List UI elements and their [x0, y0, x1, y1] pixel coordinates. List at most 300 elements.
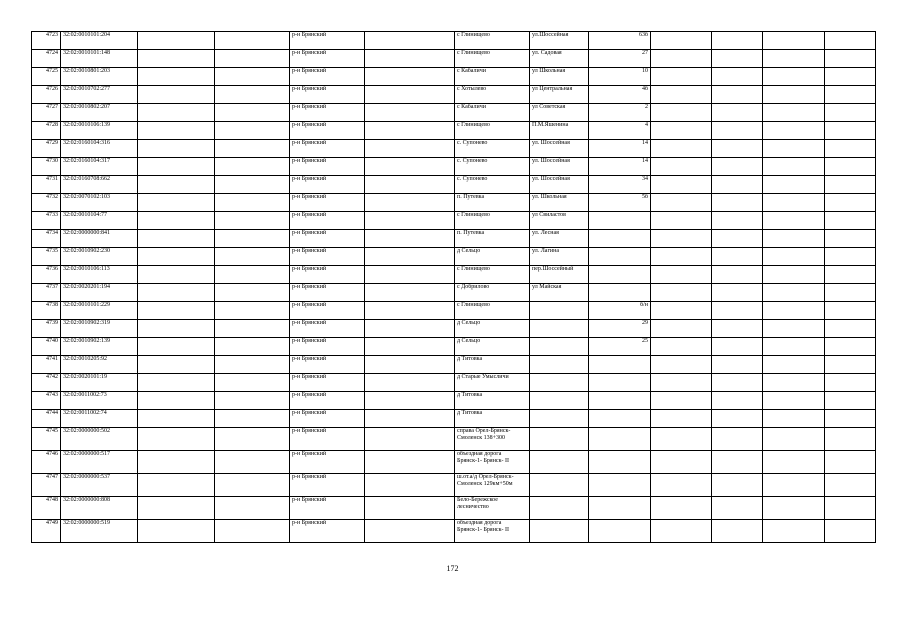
- district-cell: р-н Брянский: [290, 497, 365, 520]
- house-number-cell: 5б: [589, 194, 651, 212]
- empty-cell: [763, 176, 825, 194]
- table-row: [32, 212, 876, 230]
- empty-cell: [825, 230, 876, 248]
- street-cell: ул. Школьная: [530, 194, 589, 212]
- empty-cell: [712, 428, 763, 451]
- empty-cell: [138, 428, 215, 451]
- empty-cell: [712, 520, 763, 543]
- district-cell: р-н Брянский: [290, 140, 365, 158]
- table-row: [32, 428, 876, 451]
- house-number-cell: 27: [589, 50, 651, 68]
- empty-cell: [825, 266, 876, 284]
- settlement-cell: с Глинищево: [455, 32, 530, 50]
- empty-cell: [215, 140, 290, 158]
- house-number-cell: 63б: [589, 32, 651, 50]
- district-cell: р-н Брянский: [290, 474, 365, 497]
- empty-cell: [215, 302, 290, 320]
- cadastral-number-cell: 32:02:0000000:841: [61, 230, 138, 248]
- table-row: [32, 230, 876, 248]
- house-number-cell: 14: [589, 158, 651, 176]
- street-cell: [530, 428, 589, 451]
- settlement-cell: с Кабаличи: [455, 104, 530, 122]
- empty-cell: [365, 140, 455, 158]
- table-row: [32, 176, 876, 194]
- cadastral-number-cell: 32:02:0010802:207: [61, 104, 138, 122]
- empty-cell: [651, 68, 712, 86]
- empty-cell: [365, 158, 455, 176]
- empty-cell: [365, 122, 455, 140]
- empty-cell: [825, 86, 876, 104]
- table-row: [32, 451, 876, 474]
- cadastral-number-cell: 32:02:0000000:808: [61, 497, 138, 520]
- settlement-cell: д Старые Умысличи: [455, 374, 530, 392]
- empty-cell: [365, 212, 455, 230]
- district-cell: р-н Брянский: [290, 230, 365, 248]
- empty-cell: [138, 451, 215, 474]
- district-cell: р-н Брянский: [290, 266, 365, 284]
- house-number-cell: [589, 520, 651, 543]
- empty-cell: [215, 32, 290, 50]
- empty-cell: [365, 320, 455, 338]
- settlement-cell: с Хотылево: [455, 86, 530, 104]
- street-cell: ул Школьная: [530, 68, 589, 86]
- cadastral-number-cell: 32:02:0010106:113: [61, 266, 138, 284]
- empty-cell: [215, 248, 290, 266]
- empty-cell: [712, 266, 763, 284]
- house-number-cell: [589, 284, 651, 302]
- empty-cell: [651, 284, 712, 302]
- table-row: [32, 392, 876, 410]
- cadastral-number-cell: 32:02:0010902:319: [61, 320, 138, 338]
- empty-cell: [365, 266, 455, 284]
- table-row: [32, 474, 876, 497]
- row-number-cell: 4743: [32, 392, 61, 410]
- empty-cell: [215, 356, 290, 374]
- district-cell: р-н Брянский: [290, 50, 365, 68]
- empty-cell: [215, 320, 290, 338]
- empty-cell: [365, 86, 455, 104]
- house-number-cell: 34: [589, 176, 651, 194]
- empty-cell: [138, 104, 215, 122]
- row-number-cell: 4746: [32, 451, 61, 474]
- page-number: 172: [446, 564, 459, 573]
- empty-cell: [138, 212, 215, 230]
- empty-cell: [215, 392, 290, 410]
- house-number-cell: [589, 230, 651, 248]
- cadastral-number-cell: 32:02:0010106:139: [61, 122, 138, 140]
- empty-cell: [763, 230, 825, 248]
- empty-cell: [651, 140, 712, 158]
- empty-cell: [825, 104, 876, 122]
- empty-cell: [138, 320, 215, 338]
- empty-cell: [712, 122, 763, 140]
- empty-cell: [763, 497, 825, 520]
- row-number-cell: 4739: [32, 320, 61, 338]
- empty-cell: [763, 374, 825, 392]
- cadastral-number-cell: 32:02:0010101:148: [61, 50, 138, 68]
- district-cell: р-н Брянский: [290, 158, 365, 176]
- table-row: [32, 356, 876, 374]
- row-number-cell: 4735: [32, 248, 61, 266]
- empty-cell: [365, 302, 455, 320]
- empty-cell: [763, 320, 825, 338]
- table-row: [32, 320, 876, 338]
- cadastral-number-cell: 32:02:0000000:502: [61, 428, 138, 451]
- row-number-cell: 4736: [32, 266, 61, 284]
- district-cell: р-н Брянский: [290, 520, 365, 543]
- empty-cell: [763, 451, 825, 474]
- settlement-cell: с. Супонево: [455, 158, 530, 176]
- row-number-cell: 4747: [32, 474, 61, 497]
- empty-cell: [138, 158, 215, 176]
- row-number-cell: 4734: [32, 230, 61, 248]
- district-cell: р-н Брянский: [290, 194, 365, 212]
- empty-cell: [825, 158, 876, 176]
- empty-cell: [365, 176, 455, 194]
- settlement-cell: с Добрилово: [455, 284, 530, 302]
- table-row: [32, 266, 876, 284]
- cadastral-number-cell: 32:02:0160104:316: [61, 140, 138, 158]
- street-cell: ул Центральная: [530, 86, 589, 104]
- house-number-cell: 4: [589, 122, 651, 140]
- empty-cell: [651, 520, 712, 543]
- empty-cell: [825, 140, 876, 158]
- empty-cell: [651, 122, 712, 140]
- row-number-cell: 4729: [32, 140, 61, 158]
- empty-cell: [825, 338, 876, 356]
- settlement-cell: с Кабаличи: [455, 68, 530, 86]
- house-number-cell: [589, 428, 651, 451]
- table-row: [32, 50, 876, 68]
- empty-cell: [712, 32, 763, 50]
- empty-cell: [763, 212, 825, 230]
- district-cell: р-н Брянский: [290, 104, 365, 122]
- empty-cell: [138, 32, 215, 50]
- house-number-cell: [589, 248, 651, 266]
- table-row: [32, 284, 876, 302]
- street-cell: [530, 338, 589, 356]
- empty-cell: [825, 284, 876, 302]
- empty-cell: [365, 410, 455, 428]
- street-cell: ул. Садовая: [530, 50, 589, 68]
- cadastral-number-cell: 32:02:0070102:103: [61, 194, 138, 212]
- cadastral-number-cell: 32:02:0010902:139: [61, 338, 138, 356]
- empty-cell: [651, 86, 712, 104]
- empty-cell: [825, 374, 876, 392]
- table-row: [32, 374, 876, 392]
- row-number-cell: 4727: [32, 104, 61, 122]
- empty-cell: [651, 212, 712, 230]
- house-number-cell: 14: [589, 140, 651, 158]
- empty-cell: [365, 356, 455, 374]
- empty-cell: [215, 50, 290, 68]
- district-cell: р-н Брянский: [290, 68, 365, 86]
- settlement-cell: с Глинищево: [455, 50, 530, 68]
- row-number-cell: 4737: [32, 284, 61, 302]
- house-number-cell: [589, 451, 651, 474]
- row-number-cell: 4728: [32, 122, 61, 140]
- district-cell: р-н Брянский: [290, 176, 365, 194]
- table-row: [32, 410, 876, 428]
- row-number-cell: 4730: [32, 158, 61, 176]
- row-number-cell: 4742: [32, 374, 61, 392]
- street-cell: ул. Шоссейная: [530, 158, 589, 176]
- row-number-cell: 4744: [32, 410, 61, 428]
- row-number-cell: 4725: [32, 68, 61, 86]
- house-number-cell: 4б: [589, 86, 651, 104]
- empty-cell: [651, 428, 712, 451]
- empty-cell: [651, 176, 712, 194]
- empty-cell: [825, 68, 876, 86]
- empty-cell: [651, 50, 712, 68]
- empty-cell: [712, 176, 763, 194]
- cadastral-number-cell: 32:02:0010902:230: [61, 248, 138, 266]
- cadastral-number-cell: 32:02:0020101:19: [61, 374, 138, 392]
- empty-cell: [763, 32, 825, 50]
- empty-cell: [138, 497, 215, 520]
- table-row: [32, 104, 876, 122]
- empty-cell: [825, 497, 876, 520]
- empty-cell: [138, 338, 215, 356]
- settlement-cell: с Глинищево: [455, 302, 530, 320]
- district-cell: р-н Брянский: [290, 212, 365, 230]
- settlement-cell: д Сельцо: [455, 248, 530, 266]
- empty-cell: [763, 302, 825, 320]
- empty-cell: [215, 86, 290, 104]
- empty-cell: [712, 374, 763, 392]
- settlement-cell: с. Супонево: [455, 140, 530, 158]
- empty-cell: [651, 451, 712, 474]
- row-number-cell: 4723: [32, 32, 61, 50]
- row-number-cell: 4733: [32, 212, 61, 230]
- district-cell: р-н Брянский: [290, 428, 365, 451]
- cadastral-number-cell: 32:02:0010101:229: [61, 302, 138, 320]
- empty-cell: [763, 284, 825, 302]
- empty-cell: [712, 284, 763, 302]
- empty-cell: [365, 497, 455, 520]
- street-cell: [530, 410, 589, 428]
- settlement-cell: д Титовка: [455, 392, 530, 410]
- settlement-cell: ш.от.а/д Орел-Брянск-Смоленск 129км+50м: [455, 474, 530, 497]
- empty-cell: [365, 284, 455, 302]
- empty-cell: [712, 302, 763, 320]
- empty-cell: [712, 212, 763, 230]
- cadastral-number-cell: 32:02:0000000:517: [61, 451, 138, 474]
- empty-cell: [712, 158, 763, 176]
- cadastral-number-cell: 32:02:0011002:73: [61, 392, 138, 410]
- empty-cell: [712, 338, 763, 356]
- house-number-cell: [589, 356, 651, 374]
- table-row: [32, 520, 876, 543]
- house-number-cell: 10: [589, 68, 651, 86]
- street-cell: [530, 320, 589, 338]
- settlement-cell: с Глинищево: [455, 266, 530, 284]
- empty-cell: [215, 194, 290, 212]
- empty-cell: [138, 194, 215, 212]
- empty-cell: [712, 474, 763, 497]
- empty-cell: [365, 50, 455, 68]
- empty-cell: [712, 248, 763, 266]
- empty-cell: [763, 104, 825, 122]
- cadastral-number-cell: 32:02:0010104:77: [61, 212, 138, 230]
- empty-cell: [763, 68, 825, 86]
- empty-cell: [825, 302, 876, 320]
- street-cell: ул Майская: [530, 284, 589, 302]
- empty-cell: [763, 474, 825, 497]
- row-number-cell: 4749: [32, 520, 61, 543]
- cadastral-number-cell: 32:02:0010101:204: [61, 32, 138, 50]
- empty-cell: [215, 266, 290, 284]
- street-cell: пер.Шоссейный: [530, 266, 589, 284]
- empty-cell: [825, 410, 876, 428]
- empty-cell: [365, 338, 455, 356]
- district-cell: р-н Брянский: [290, 338, 365, 356]
- empty-cell: [138, 520, 215, 543]
- empty-cell: [712, 194, 763, 212]
- house-number-cell: 29: [589, 320, 651, 338]
- district-cell: р-н Брянский: [290, 392, 365, 410]
- street-cell: ул. Лесная: [530, 230, 589, 248]
- empty-cell: [138, 302, 215, 320]
- house-number-cell: [589, 474, 651, 497]
- empty-cell: [651, 230, 712, 248]
- street-cell: [530, 302, 589, 320]
- house-number-cell: [589, 212, 651, 230]
- house-number-cell: [589, 392, 651, 410]
- empty-cell: [138, 68, 215, 86]
- empty-cell: [215, 176, 290, 194]
- empty-cell: [651, 266, 712, 284]
- cadastral-number-cell: 32:02:0010801:203: [61, 68, 138, 86]
- district-cell: р-н Брянский: [290, 122, 365, 140]
- settlement-cell: п. Путевка: [455, 230, 530, 248]
- street-cell: [530, 520, 589, 543]
- empty-cell: [215, 410, 290, 428]
- settlement-cell: д Титовка: [455, 410, 530, 428]
- empty-cell: [825, 194, 876, 212]
- settlement-cell: д Сельцо: [455, 320, 530, 338]
- empty-cell: [763, 338, 825, 356]
- table-row: [32, 248, 876, 266]
- empty-cell: [763, 140, 825, 158]
- empty-cell: [138, 122, 215, 140]
- empty-cell: [712, 230, 763, 248]
- empty-cell: [651, 302, 712, 320]
- empty-cell: [712, 392, 763, 410]
- empty-cell: [825, 520, 876, 543]
- empty-cell: [138, 392, 215, 410]
- empty-cell: [825, 320, 876, 338]
- house-number-cell: 2: [589, 104, 651, 122]
- row-number-cell: 4745: [32, 428, 61, 451]
- empty-cell: [825, 32, 876, 50]
- empty-cell: [215, 428, 290, 451]
- table-row: [32, 86, 876, 104]
- empty-cell: [215, 474, 290, 497]
- empty-cell: [825, 212, 876, 230]
- district-cell: р-н Брянский: [290, 86, 365, 104]
- cadastral-number-cell: 32:02:0010205:92: [61, 356, 138, 374]
- empty-cell: [365, 194, 455, 212]
- cadastral-number-cell: 32:02:0020201:194: [61, 284, 138, 302]
- empty-cell: [215, 104, 290, 122]
- empty-cell: [138, 266, 215, 284]
- empty-cell: [365, 32, 455, 50]
- empty-cell: [712, 410, 763, 428]
- settlement-cell: п. Путевка: [455, 194, 530, 212]
- empty-cell: [763, 86, 825, 104]
- empty-cell: [365, 428, 455, 451]
- table-row: [32, 338, 876, 356]
- empty-cell: [651, 356, 712, 374]
- empty-cell: [763, 392, 825, 410]
- street-cell: ул Свиластов: [530, 212, 589, 230]
- empty-cell: [825, 474, 876, 497]
- district-cell: р-н Брянский: [290, 410, 365, 428]
- row-number-cell: 4740: [32, 338, 61, 356]
- empty-cell: [215, 68, 290, 86]
- empty-cell: [712, 356, 763, 374]
- empty-cell: [651, 248, 712, 266]
- empty-cell: [138, 474, 215, 497]
- empty-cell: [215, 122, 290, 140]
- cadastral-number-cell: 32:02:0000000:519: [61, 520, 138, 543]
- empty-cell: [651, 374, 712, 392]
- row-number-cell: 4724: [32, 50, 61, 68]
- street-cell: [530, 356, 589, 374]
- table-body: [32, 32, 876, 543]
- row-number-cell: 4732: [32, 194, 61, 212]
- cadastral-number-cell: 32:02:0160708:662: [61, 176, 138, 194]
- empty-cell: [763, 428, 825, 451]
- row-number-cell: 4726: [32, 86, 61, 104]
- street-cell: ул. Шоссейная: [530, 140, 589, 158]
- house-number-cell: [589, 266, 651, 284]
- empty-cell: [651, 158, 712, 176]
- district-cell: р-н Брянский: [290, 32, 365, 50]
- empty-cell: [365, 68, 455, 86]
- empty-cell: [825, 392, 876, 410]
- house-number-cell: 25: [589, 338, 651, 356]
- empty-cell: [651, 410, 712, 428]
- district-cell: р-н Брянский: [290, 451, 365, 474]
- empty-cell: [215, 520, 290, 543]
- empty-cell: [763, 122, 825, 140]
- house-number-cell: [589, 374, 651, 392]
- empty-cell: [651, 104, 712, 122]
- empty-cell: [763, 356, 825, 374]
- settlement-cell: д Сельцо: [455, 338, 530, 356]
- settlement-cell: с. Супонево: [455, 176, 530, 194]
- empty-cell: [825, 428, 876, 451]
- empty-cell: [763, 158, 825, 176]
- empty-cell: [651, 194, 712, 212]
- table-row: [32, 158, 876, 176]
- empty-cell: [763, 410, 825, 428]
- empty-cell: [825, 50, 876, 68]
- table-row: [32, 194, 876, 212]
- empty-cell: [365, 230, 455, 248]
- empty-cell: [763, 520, 825, 543]
- street-cell: ул. Шоссейная: [530, 176, 589, 194]
- settlement-cell: с Глинищево: [455, 212, 530, 230]
- district-cell: р-н Брянский: [290, 284, 365, 302]
- empty-cell: [365, 374, 455, 392]
- district-cell: р-н Брянский: [290, 248, 365, 266]
- empty-cell: [825, 451, 876, 474]
- empty-cell: [763, 248, 825, 266]
- district-cell: р-н Брянский: [290, 374, 365, 392]
